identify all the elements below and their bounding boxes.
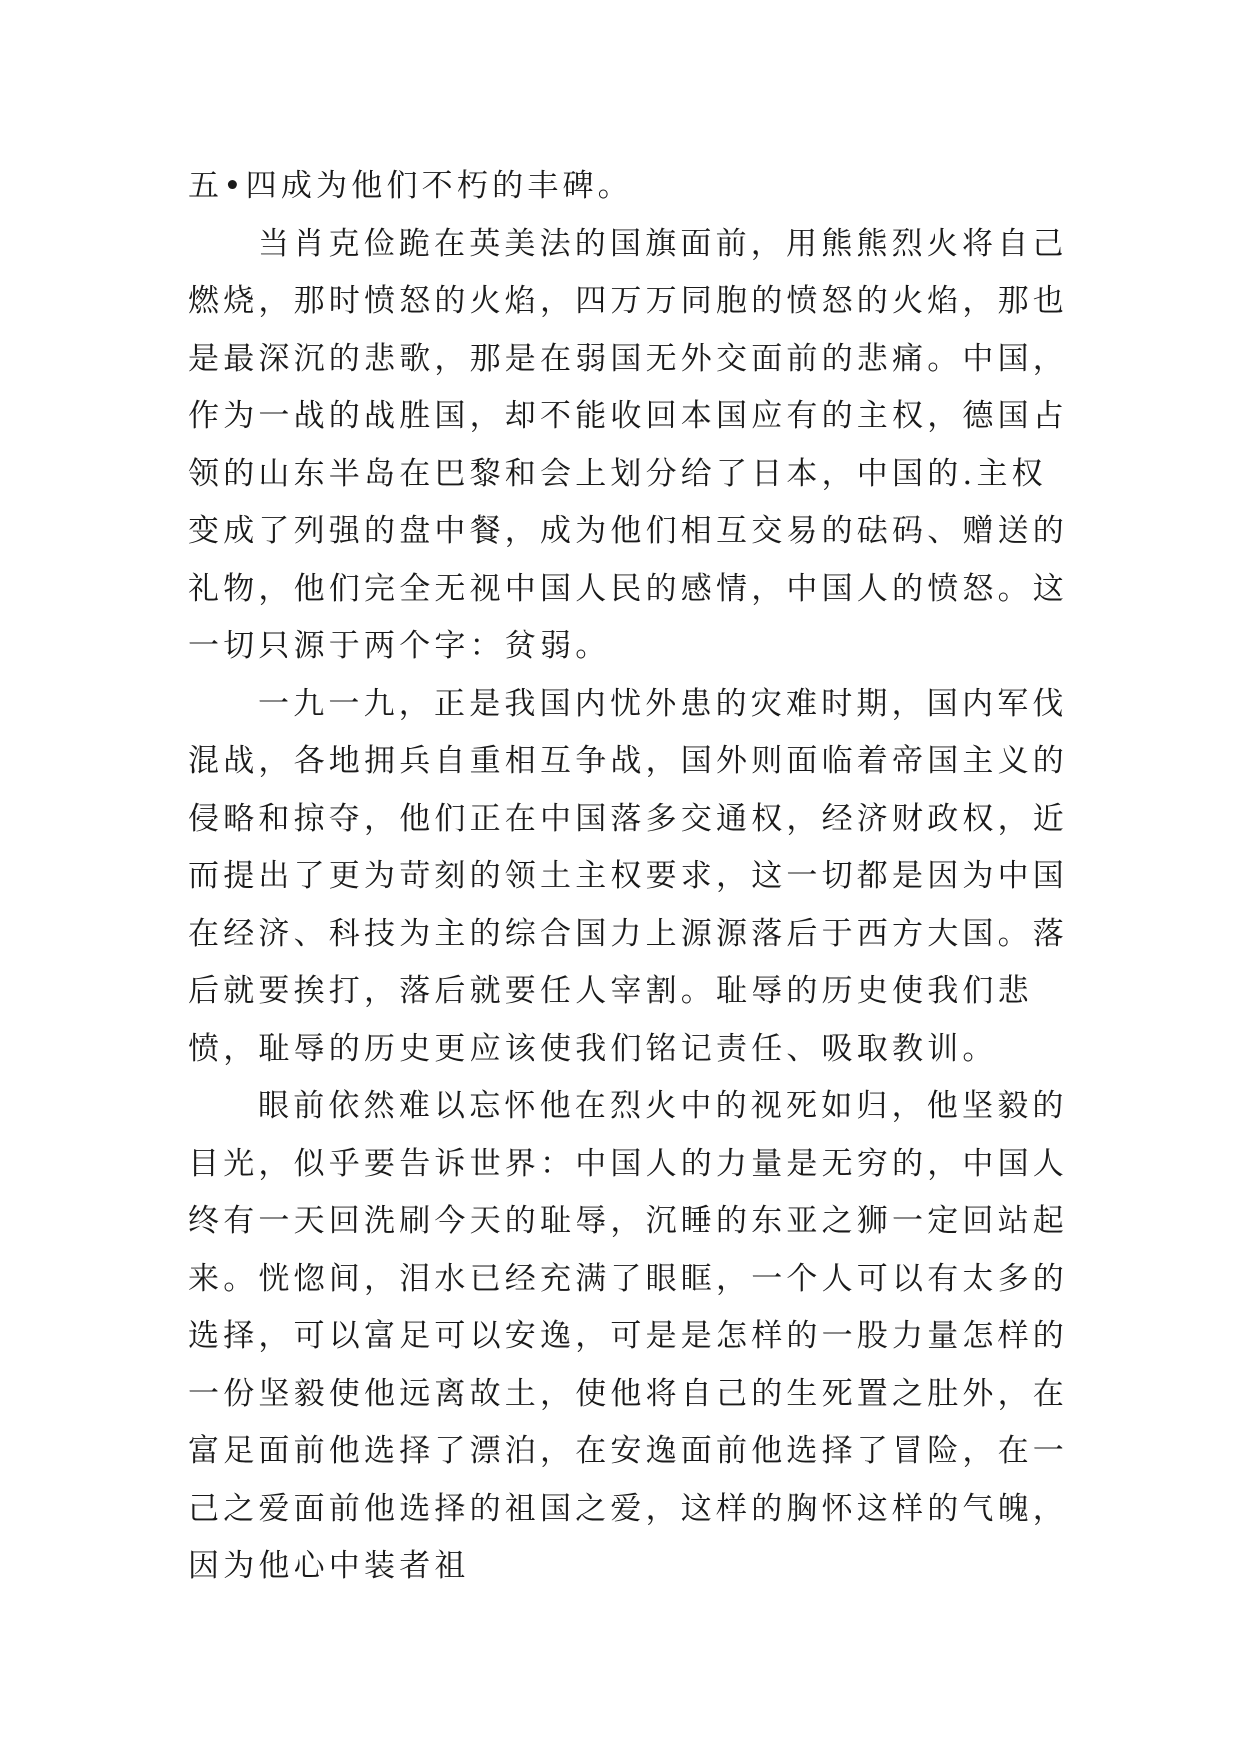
paragraph: 眼前依然难以忘怀他在烈火中的视死如归，他坚毅的目光，似乎要告诉世界：中国人的力量是无穷的，中国人终有一天回洗刷今天的耻辱，沉睡的东亚之狮一定回站起来。恍惚间，泪水已经充满了眼眶，一个人可以有太多的选择，可以富足可以安逸，可是是怎样的一股力量怎样的一份坚毅使他远离故土，使他将自己的生死置之肚外，在富足面前他选择了漂泊，在安逸面前他选择了冒险，在一己之爱面前他选择的祖国之爱，这样的胸怀这样的气魄，因为他心中装者祖 [188,1088,1068,1584]
document-body [188,158,1068,1596]
paragraph: 当肖克俭跪在英美法的国旗面前，用熊熊烈火将自己燃烧，那时愤怒的火焰，四万万同胞的愤怒的火焰，那也是最深沉的悲歌，那是在弱国无外交面前的悲痛。中国，作为一战的战胜国，却不能收回本国应有的主权，德国占领的山东半岛在巴黎和会上划分给了日本，中国的.主权变成了列强的盘中餐，成为他们相互交易的砝码、赠送的礼物，他们完全无视中国人民的感情，中国人的愤怒。这一切只源于两个字：贫弱。 [188,225,1068,664]
paragraph: 一九一九，正是我国内忧外患的灾难时期，国内军伐混战，各地拥兵自重相互争战，国外则面临着帝国主义的侵略和掠夺，他们正在中国落多交通权，经济财政权，近而提出了更为苛刻的领土主权要求，这一切都是因为中国在经济、科技为主的综合国力上源源落后于西方大国。落后就要挨打，落后就要任人宰割。耻辱的历史使我们悲愤，耻辱的历史更应该使我们铭记责任、吸取教训。 [188,685,1068,1067]
paragraph-continuation: 五•四成为他们不朽的丰碑。 [188,168,633,204]
